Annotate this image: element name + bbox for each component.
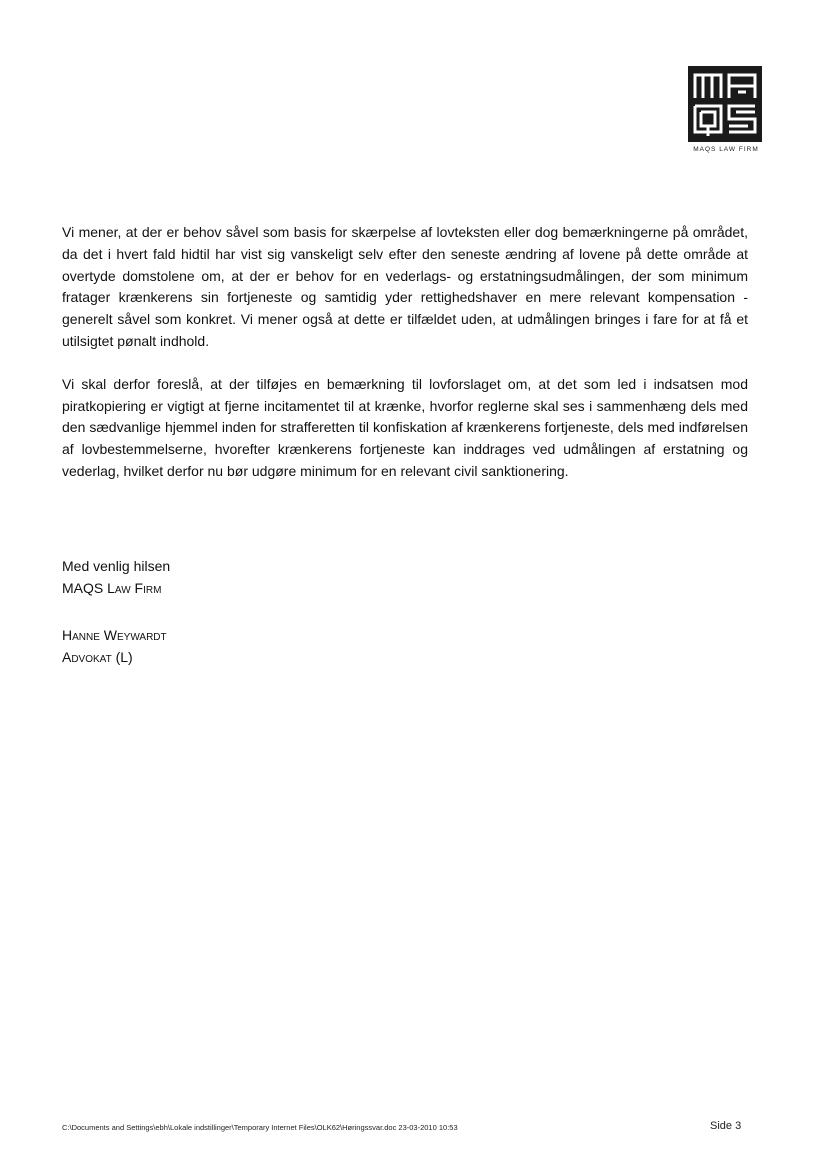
- closing-block: [62, 556, 170, 600]
- footer-file-path: C:\Documents and Settings\ebh\Lokale indstillinger\Temporary Internet Files\OLK62\Høringssvar.doc 23-03-2010 10:53: [62, 1123, 458, 1132]
- maqs-logo: [688, 66, 762, 158]
- paragraph-2: Vi skal derfor foreslå, at der tilføjes en bemærkning til lovforslaget om, at det som led i indsatsen mod piratkopiering er vigtigt at fjerne incitamentet til at krænke, hvorfor reglerne skal ses i sammenhæng dels med den sædvanlige hjemmel inden for strafferetten til konfiskation af krænkerens fortjeneste, dels med indførelsen af lovbestemmelserne, hvorefter krænkerens fortjeneste kan inddrages ved udmålingen af erstatning og vederlag, hvilket derfor nu bør udgøre minimum for en relevant civil sanktionering.: [62, 375, 748, 479]
- footer-page-number: Side 3: [710, 1120, 742, 1132]
- closing-greeting: Med venlig hilsen: [62, 558, 171, 574]
- signature-block: [62, 624, 167, 668]
- logo-caption: MAQS LAW FIRM: [693, 146, 759, 153]
- closing-firm: MAQS Law Firm: [62, 579, 162, 596]
- letter-body: [62, 222, 748, 504]
- paragraph-1: Vi mener, at der er behov såvel som basis for skærpelse af lovteksten eller dog bemærkningerne på området, da det i hvert fald hidtil har vist sig vanskeligt selv efter den seneste ændring af lovene på dette område at overtyde domstolene om, at der er behov for en vederlags- og erstatningsudmålingen, der som minimum fratager krænkerens sin fortjeneste og samtidig yder rettighedshaver en mere relevant kompensation - generelt såvel som konkret. Vi mener også at dette er tilfældet uden, at udmålingen bringes i fare for at få et utilsigtet pønalt indhold.: [62, 224, 748, 349]
- signature-name: Hanne Weywardt: [62, 627, 167, 643]
- signature-title: Advokat (L): [62, 649, 133, 665]
- maqs-monogram-icon: [688, 66, 762, 142]
